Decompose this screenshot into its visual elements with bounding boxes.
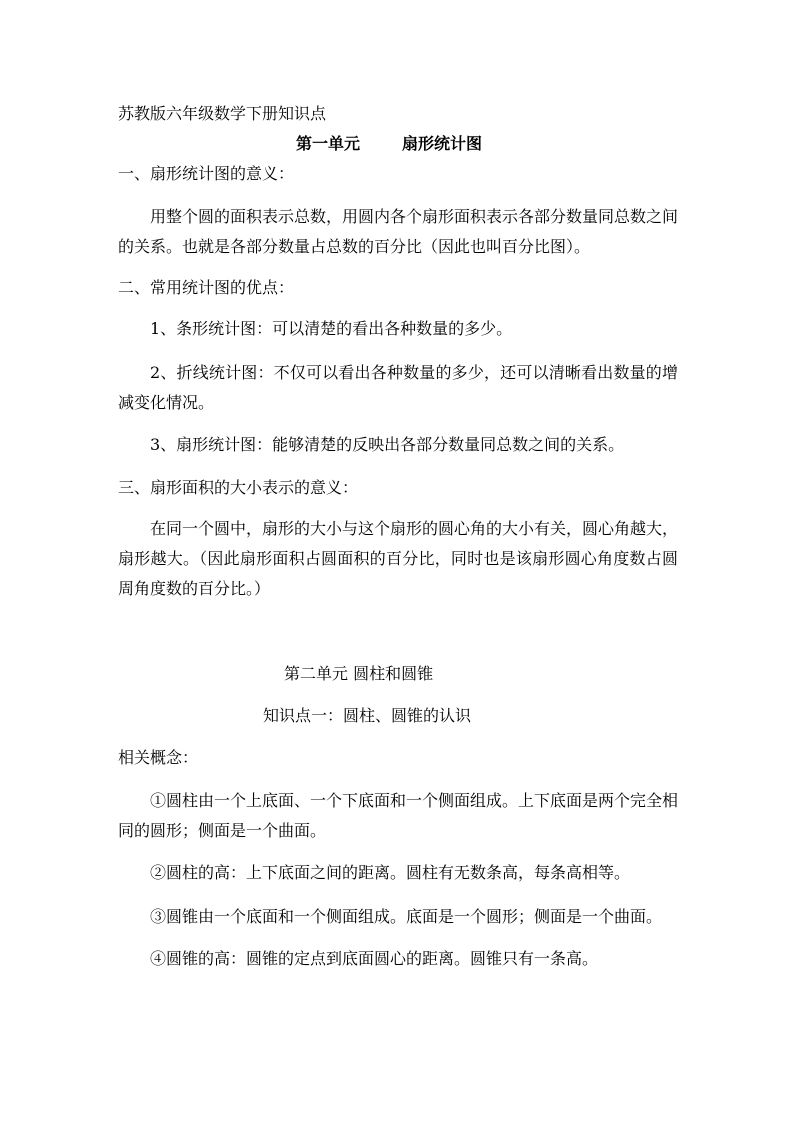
unit1-section1-body: 用整个圆的面积表示总数，用圆内各个扇形面积表示各部分数量同总数之间的关系。也就是各部分数量占总数的百分比（因此也叫百分比图）。 — [118, 207, 679, 256]
unit1-section2-heading: 二、常用统计图的优点： — [118, 278, 295, 297]
unit1-section1-heading: 一、扇形统计图的意义： — [118, 164, 295, 183]
unit1-section2-item-1: 1、条形统计图：可以清楚的看出各种数量的多少。 — [150, 319, 513, 338]
concepts-heading: 相关概念： — [118, 748, 199, 767]
unit1-section3-heading: 三、扇形面积的大小表示的意义： — [118, 478, 359, 497]
unit2-title: 第二单元 圆柱和圆锥 — [284, 664, 434, 683]
concept-item-1: ①圆柱由一个上底面、一个下底面和一个侧面组成。上下底面是两个完全相同的圆形；侧面是一个曲面。 — [118, 791, 679, 840]
knowledge-point-title: 知识点一：圆柱、圆锥的认识 — [263, 706, 472, 725]
unit1-section2-item-2: 2、折线统计图：不仅可以看出各种数量的多少，还可以清晰看出数量的增减变化情况。 — [118, 363, 678, 412]
concept-item-3: ③圆锥由一个底面和一个侧面组成。底面是一个圆形；侧面是一个曲面。 — [150, 907, 663, 926]
unit1-title — [296, 134, 482, 154]
unit1-title-part1: 第一单元 — [296, 134, 361, 153]
unit1-title-part2: 扇形统计图 — [402, 134, 483, 153]
concept-item-2: ②圆柱的高：上下底面之间的距离。圆柱有无数条高，每条高相等。 — [150, 863, 631, 882]
unit1-section2-item-3: 3、扇形统计图：能够清楚的反映出各部分数量同总数之间的关系。 — [150, 435, 625, 454]
document-title: 苏教版六年级数学下册知识点 — [118, 104, 327, 123]
unit1-section3-body: 在同一个圆中，扇形的大小与这个扇形的圆心角的大小有关，圆心角越大，扇形越大。（因此扇形面积占圆面积的百分比，同时也是该扇形圆心角度数占圆周角度数的百分比。） — [118, 519, 679, 598]
concept-item-4: ④圆锥的高：圆锥的定点到底面圆心的距离。圆锥只有一条高。 — [150, 949, 599, 968]
